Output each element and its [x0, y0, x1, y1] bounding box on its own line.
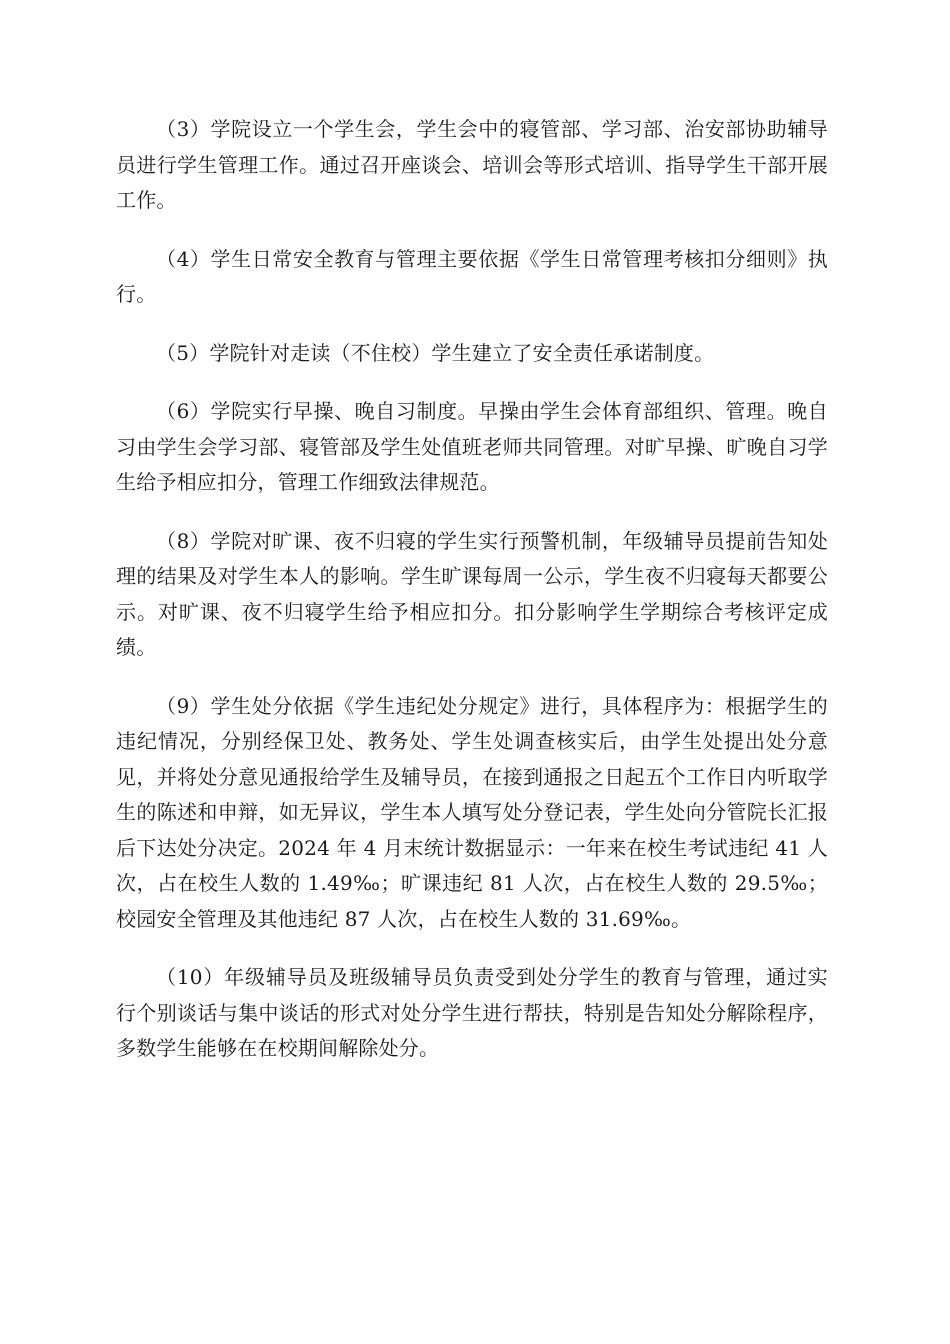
paragraph-6: （6）学院实行早操、晚自习制度。早操由学生会体育部组织、管理。晚自习由学生会学习部、寝管部及学生处值班老师共同管理。对旷早操、旷晚自习学生给予相应扣分，管理工作细致法律规范。: [116, 399, 828, 494]
paragraph-9: （9）学生处分依据《学生违纪处分规定》进行，具体程序为：根据学生的违纪情况，分别经保卫处、教务处、学生处调查核实后，由学生处提出处分意见，并将处分意见通报给学生及辅导员，在接到通报之日起五个工作日内听取学生的陈述和申辩，如无异议，学生本人填写处分登记表，学生处向分管院长汇报后下达处分决定。2024 年 4 月末统计数据显示：一年来在校生考试违纪 41 人次，占在校生人数的 1.49‰；旷课违纪 81 人次，占在校生人数的 29.5‰；校园安全管理及其他违纪 87 人次，占在校生人数的 31.69‰。: [116, 693, 828, 931]
paragraph-3: （3）学院设立一个学生会，学生会中的寝管部、学习部、治安部协助辅导员进行学生管理工作。通过召开座谈会、培训会等形式培训、指导学生干部开展工作。: [116, 117, 828, 212]
document-body: [116, 112, 828, 1090]
paragraph-8: （8）学院对旷课、夜不归寝的学生实行预警机制，年级辅导员提前告知处理的结果及对学生本人的影响。学生旷课每周一公示，学生夜不归寝每天都要公示。对旷课、夜不归寝学生给予相应扣分。扣分影响学生学期综合考核评定成绩。: [116, 528, 828, 659]
paragraph-5: （5）学院针对走读（不住校）学生建立了安全责任承诺制度。: [156, 340, 715, 365]
paragraph-4: （4）学生日常安全教育与管理主要依据《学生日常管理考核扣分细则》执行。: [116, 246, 828, 306]
paragraph-10: （10）年级辅导员及班级辅导员负责受到处分学生的教育与管理，通过实行个别谈话与集中谈话的形式对处分学生进行帮扶，特别是告知处分解除程序，多数学生能够在在校期间解除处分。: [116, 965, 828, 1060]
